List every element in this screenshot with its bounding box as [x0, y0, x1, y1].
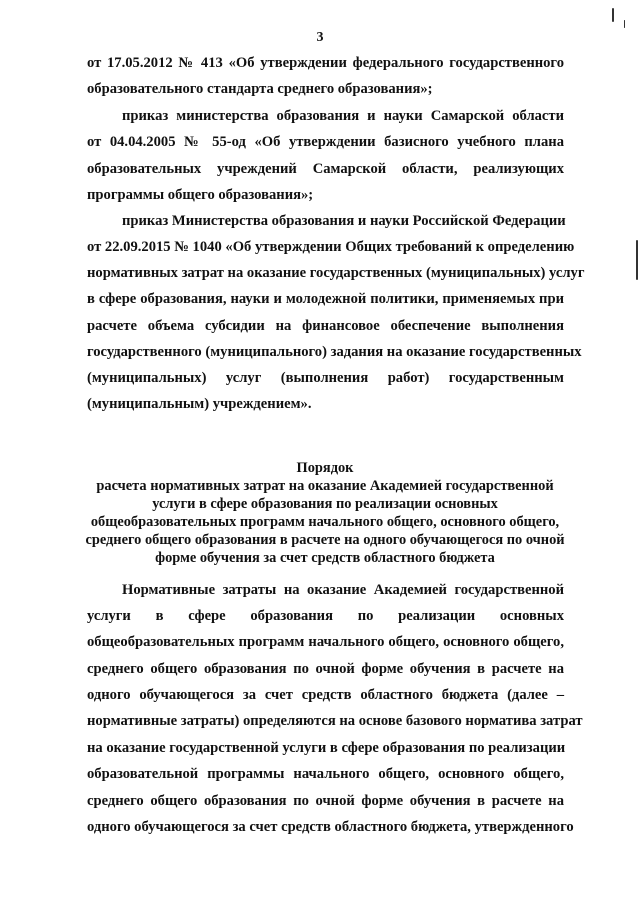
scan-mark	[624, 20, 625, 28]
section-heading-line: общеобразовательных программ начального общего, основного общего,	[90, 514, 560, 530]
text-line: Нормативные затраты на оказание Академией государственной	[122, 582, 564, 598]
section-heading-line: среднего общего образования в расчете на одного обучающегося по очной	[85, 532, 565, 548]
text-line: расчете объема субсидии на финансовое обеспечение выполнения	[87, 318, 564, 334]
text-line: образовательной программы начального общего, основного общего,	[87, 766, 564, 782]
text-line: общеобразовательных программ начального общего, основного общего,	[87, 634, 564, 650]
text-line: приказ Министерства образования и науки Российской Федерации	[122, 213, 566, 229]
text-line: среднего общего образования по очной форме обучения в расчете на	[87, 661, 564, 677]
text-line: от 22.09.2015 № 1040 «Об утверждении Общих требований к определению	[87, 239, 575, 255]
text-line: государственного (муниципального) задания на оказание государственных	[87, 344, 582, 360]
text-line: (муниципальным) учреждением».	[87, 396, 312, 412]
section-heading-title: Порядок	[296, 460, 354, 476]
text-line: в сфере образования, науки и молодежной политики, применяемых при	[87, 291, 564, 307]
text-line: образовательных учреждений Самарской области, реализующих	[87, 161, 564, 177]
text-line: нормативные затраты) определяются на основе базового норматива затрат	[87, 713, 583, 729]
text-line: среднего общего образования по очной форме обучения в расчете на	[87, 793, 564, 809]
text-line: образовательного стандарта среднего образования»;	[87, 81, 433, 97]
section-heading-line: расчета нормативных затрат на оказание Академией государственной	[96, 478, 554, 494]
text-line: от 04.04.2005 № 55-од «Об утверждении базисного учебного плана	[87, 134, 564, 150]
text-line: программы общего образования»;	[87, 187, 314, 203]
text-line: нормативных затрат на оказание государственных (муниципальных) услуг	[87, 265, 585, 281]
text-line: услуги в сфере образования по реализации основных	[87, 608, 564, 624]
section-heading-line: форме обучения за счет средств областного бюджета	[155, 550, 495, 566]
text-line: приказ министерства образования и науки Самарской области	[122, 108, 564, 124]
text-line: на оказание государственной услуги в сфере образования по реализации	[87, 740, 566, 756]
text-line: (муниципальных) услуг (выполнения работ) государственным	[87, 370, 564, 386]
section-heading-line: услуги в сфере образования по реализации основных	[152, 496, 498, 512]
scan-mark	[636, 240, 638, 280]
text-line: от 17.05.2012 № 413 «Об утверждении федерального государственного	[87, 55, 564, 71]
text-line: одного обучающегося за счет средств областного бюджета (далее –	[87, 687, 564, 703]
page-number: 3	[316, 30, 324, 45]
scan-mark	[612, 8, 614, 22]
text-line: одного обучающегося за счет средств областного бюджета, утвержденного	[87, 819, 574, 835]
